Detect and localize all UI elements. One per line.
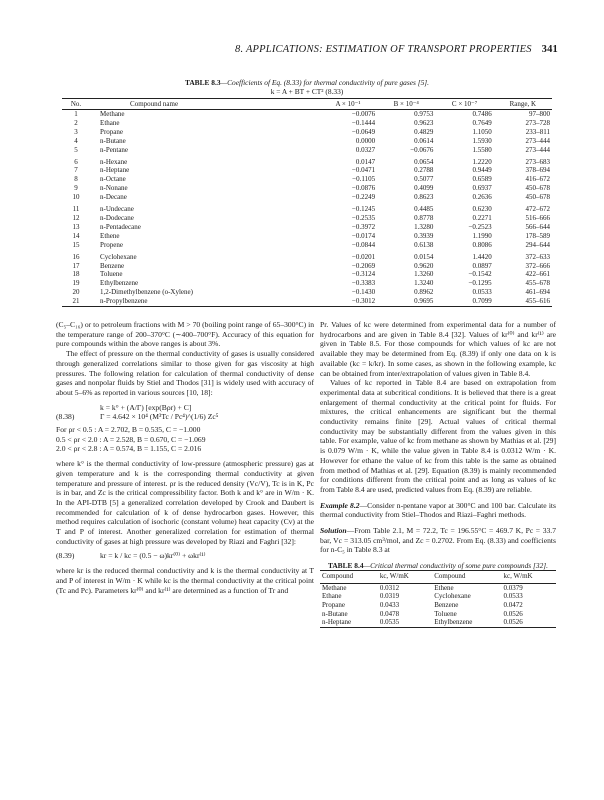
solution-label: Solution — [320, 526, 347, 536]
equation-condition: 2.0 < ρr < 2.8 : A = 0.574, B = 1.155, C = 2.016 — [56, 444, 202, 454]
equation-condition: For ρr < 0.5 : A = 2.702, B = 0.535, C = −1.000 — [56, 425, 201, 435]
column-header: Compound — [320, 571, 378, 584]
table-cell: −0.0649 — [351, 127, 376, 136]
table-cell: 0.9695 — [377, 297, 435, 306]
table-cell: 1.5580 — [472, 145, 492, 154]
table-cell: 1,2-Dimethylbenzene (o-Xylene) — [100, 288, 193, 297]
table-cell: −0.2249 — [351, 193, 376, 202]
table-cell: 1.1050 — [472, 127, 492, 136]
column-header: B × 10⁻⁴ — [377, 99, 435, 110]
table-cell: Toluene — [100, 270, 123, 279]
table-cell: −0.0844 — [351, 240, 376, 249]
left-column — [56, 320, 314, 595]
paragraph: The effect of pressure on the thermal conductivity of gases is usually considered through generalized correlations similar to those given for gas viscosity at high pressures. The following relation for calculation of thermal conductivity of dense gases and nonpolar fluids by Stiel and Thodos [31] is widely used with accuracy of about 5–6% as reported in various sources [10, 18]: — [56, 349, 314, 397]
table-cell: n-Butane — [322, 609, 348, 618]
table-row — [62, 155, 552, 167]
table-cell: 0.0433 — [379, 601, 400, 610]
table-cell: 416–672 — [525, 175, 550, 184]
table-8-4-grid — [320, 570, 556, 628]
table-cell: 0.6230 — [472, 205, 492, 214]
table-cell: 0.0654 — [414, 157, 434, 166]
table-cell: 0.8778 — [414, 213, 434, 222]
table-cell: 0.3939 — [414, 231, 434, 240]
table-cell: 17 — [72, 261, 80, 270]
table-cell: 0.8962 — [414, 288, 434, 297]
column-header: No. — [62, 99, 90, 110]
table-cell: n-Octane — [100, 175, 126, 184]
table-row — [62, 223, 552, 232]
table-cell: 0.0472 — [503, 601, 523, 610]
table-cell: 0.7099 — [435, 297, 493, 306]
table-cell: 0.0533 — [472, 288, 492, 297]
table-cell: 13 — [72, 222, 80, 231]
table-cell: 0.0000 — [355, 136, 376, 145]
table-cell: Methane — [322, 583, 347, 592]
table-row — [62, 214, 552, 223]
column-header: kc, W/mK — [502, 571, 556, 584]
table-cell: 0.0526 — [502, 618, 556, 627]
table-cell: n-Heptane — [320, 618, 378, 627]
table-row — [62, 241, 552, 250]
table-cell: 450–678 — [525, 193, 550, 202]
table-cell: 422–661 — [525, 270, 550, 279]
table-cell: Toluene — [434, 609, 457, 618]
table-cell: Benzene — [434, 601, 459, 610]
table-cell: 273–683 — [525, 157, 550, 166]
table-cell: −0.0076 — [351, 110, 376, 118]
table-cell: 1 — [74, 110, 78, 118]
table-cell: 19 — [72, 279, 80, 288]
table-cell: 0.7649 — [472, 118, 492, 127]
example-text: —Consider n-pentane vapor at 300°C and 100 bar. Calculate its thermal conductivity from Stiel–Thodos and Riazi–Faghri methods. — [320, 500, 556, 520]
table-row — [62, 250, 552, 262]
table-cell: Propene — [100, 240, 123, 249]
table-row — [62, 288, 552, 297]
table-cell: −0.3972 — [351, 222, 376, 231]
table-cell: n-Propylbenzene — [90, 297, 319, 306]
solution-text: —From Table 2.1, M = 72.2, Tc = 196.55°C = 469.7 K, Pc = 33.7 bar, Vc = 313.05 cm³/mol, and Zc = 0.2702. From Eq. (8.33) and coefficients for n-C₅ in Table 8.3 at — [320, 526, 556, 555]
table-cell: −0.0676 — [410, 145, 434, 154]
table-cell: 0.4485 — [414, 205, 434, 214]
table-cell: −0.1430 — [351, 288, 376, 297]
table-cell: 1.3260 — [414, 270, 434, 279]
table-row — [62, 262, 552, 271]
table-cell: 14 — [72, 231, 80, 240]
solution — [320, 526, 556, 555]
table-cell: 1.3240 — [414, 279, 434, 288]
table-8-4-title: —Critical thermal conductivity of some pure compounds [32]. — [363, 561, 549, 571]
table-cell: −0.1105 — [352, 175, 376, 184]
table-cell: Ethylbenzene — [432, 618, 501, 627]
table-cell: n-Nonane — [100, 184, 128, 193]
table-cell: 0.2636 — [472, 193, 492, 202]
table-cell: Cyclohexane — [100, 252, 137, 261]
table-row — [62, 270, 552, 279]
table-8-3-label: TABLE 8.3 — [184, 78, 221, 87]
table-row — [62, 137, 552, 146]
table-row — [320, 610, 556, 619]
column-header: Compound — [432, 571, 501, 584]
table-cell: 566–644 — [525, 222, 550, 231]
table-cell: −0.0201 — [351, 252, 376, 261]
column-header: kc, W/mK — [378, 571, 432, 584]
table-cell: 1.3280 — [414, 222, 434, 231]
table-cell: 12 — [72, 213, 80, 222]
table-cell: 0.6589 — [472, 175, 492, 184]
table-cell: −0.3383 — [351, 279, 376, 288]
table-cell: 0.4099 — [414, 184, 434, 193]
table-cell: Benzene — [100, 261, 125, 270]
table-cell: 16 — [72, 252, 80, 261]
table-cell: 0.0327 — [355, 145, 376, 154]
page-number: 341 — [541, 44, 558, 55]
table-cell: 0.0897 — [472, 261, 492, 270]
equation-line: Γ = 4.642 × 10⁴ (M³Tc / Pc⁴)^(1/6) Zc⁵ — [100, 412, 219, 422]
table-cell: n-Undecane — [100, 205, 134, 214]
table-cell: 273–444 — [525, 136, 550, 145]
table-cell: 0.7486 — [472, 110, 492, 118]
table-cell: 294–644 — [525, 240, 550, 249]
paragraph: Pr. Values of kc were determined from experimental data for a number of hydrocarbons and are given in Table 8.4 [32]. Values of kr⁽⁰⁾ and kr⁽¹⁾ are given in Table 8.5. For those compounds for which values of kc are not available they may be determined from Eq. (8.39) if only one data on k is available (kc = k/kr). In some cases, as shown in the following example, kc can be obtained from inter/extrapolation of values given in Table 8.4. — [320, 320, 556, 378]
table-8-4-caption — [320, 561, 556, 570]
table-row — [62, 202, 552, 214]
table-cell: 9 — [74, 184, 78, 193]
equation-8-38 — [56, 403, 314, 455]
table-cell: Cyclohexane — [434, 592, 471, 601]
table-cell: 273–444 — [525, 145, 550, 154]
table-row — [62, 193, 552, 202]
table-cell: Ethylbenzene — [100, 279, 139, 288]
paragraph: Values of kc reported in Table 8.4 are based on extrapolation from experimental data at subcritical conditions. It is believed that there is a great enlargement of thermal conductivity at the critical point for fluids. For mixtures, the critical enhancements are significant but the thermal conductivity remains finite [29]. Actual values of critical thermal conductivity may be substantially different from the values given in this table. For example, value of kc from methane as shown by Mathias et al. [29] is 0.079 W/m · K, while the value given in Table 8.4 is 0.0312 W/m · K. However for ethane the value of kc from this table is the same as obtained from method of Mathias et al. [29]. Equation (8.39) is mainly recommended for conditions different from the critical point and as long as values of kc from Table 8.4 are used, predicted values from Eq. (8.39) are reliable. — [320, 378, 556, 494]
table-row — [62, 128, 552, 137]
table-row — [320, 592, 556, 601]
table-cell: 0.4829 — [414, 127, 434, 136]
table-cell: 0.6937 — [472, 184, 492, 193]
table-cell: 20 — [72, 288, 80, 297]
table-cell: 0.0478 — [379, 609, 400, 618]
table-row — [62, 146, 552, 155]
table-cell: 0.6138 — [414, 240, 434, 249]
table-cell: 450–678 — [525, 184, 550, 193]
table-cell: 1.1990 — [472, 231, 492, 240]
paragraph: (C₅–C₁₆) or to petroleum fractions with M > 70 (boiling point range of 65–300°C) in the temperature range of 200–370°C (∼400–700°F). Accuracy of this equation for pure compounds within the above ranges is about 3%. — [56, 320, 314, 349]
table-cell: 0.0312 — [379, 583, 400, 592]
table-cell: 0.8623 — [414, 193, 434, 202]
table-cell: 1.2220 — [472, 157, 492, 166]
equation-condition: 0.5 < ρr < 2.0 : A = 2.528, B = 0.670, C = −1.069 — [56, 434, 206, 444]
column-header: Range, K — [494, 99, 552, 110]
table-cell: Ethane — [322, 592, 342, 601]
table-cell: 0.9449 — [472, 166, 492, 175]
table-cell: 0.2271 — [472, 213, 492, 222]
table-cell: 372–666 — [525, 261, 550, 270]
table-cell: 8 — [74, 175, 78, 184]
table-cell: −0.0876 — [351, 184, 376, 193]
table-cell: n-Decane — [100, 193, 127, 202]
table-cell: 455–678 — [525, 279, 550, 288]
table-cell: 0.9623 — [414, 118, 434, 127]
table-cell: 0.0535 — [378, 618, 432, 627]
table-cell: −0.0471 — [351, 166, 376, 175]
table-8-4-label: TABLE 8.4 — [327, 561, 364, 571]
table-cell: 0.0154 — [414, 252, 434, 261]
table-cell: 5 — [74, 145, 78, 154]
table-row — [62, 110, 552, 119]
table-cell: −0.0174 — [351, 231, 376, 240]
table-cell: 178–589 — [525, 231, 550, 240]
table-cell: Propane — [100, 127, 123, 136]
equation-8-39 — [56, 551, 314, 561]
table-8-3-grid — [62, 98, 552, 307]
table-cell: 10 — [72, 193, 80, 202]
table-cell: 455–616 — [494, 297, 552, 306]
table-cell: 11 — [72, 205, 80, 214]
table-row — [320, 618, 556, 627]
table-cell: 0.9620 — [414, 261, 434, 270]
table-cell: −0.3012 — [319, 297, 377, 306]
table-cell: Propane — [322, 601, 345, 610]
table-8-3-caption — [62, 78, 552, 87]
table-cell: 1.5930 — [472, 136, 492, 145]
table-cell: 2 — [74, 118, 78, 127]
table-cell: 7 — [74, 166, 78, 175]
table-row — [62, 279, 552, 288]
table-row — [62, 119, 552, 128]
table-cell: 0.0614 — [414, 136, 434, 145]
table-cell: 0.0533 — [503, 592, 523, 601]
table-cell: n-Dodecane — [100, 213, 134, 222]
table-cell: 0.2788 — [414, 166, 434, 175]
table-cell: 516–666 — [525, 213, 550, 222]
right-column — [320, 320, 556, 628]
example-label: Example 8.2 — [320, 500, 360, 510]
table-cell: 0.0147 — [355, 157, 376, 166]
table-cell: 1.4420 — [472, 252, 492, 261]
table-cell: 0.9753 — [414, 110, 434, 118]
table-cell: n-Pentadecane — [100, 222, 141, 231]
table-cell: 21 — [62, 297, 90, 306]
table-cell: n-Hexane — [100, 157, 128, 166]
equation-line: kr = k / kc = (0.5 − ω)kr⁽⁰⁾ + ωkr⁽¹⁾ — [100, 551, 206, 561]
table-cell: 3 — [74, 127, 78, 136]
table-cell: −0.1295 — [468, 279, 492, 288]
table-cell: −0.2535 — [351, 213, 376, 222]
table-cell: n-Pentane — [100, 145, 129, 154]
table-cell: Ethene — [434, 583, 454, 592]
table-cell: 18 — [72, 270, 80, 279]
table-row — [62, 166, 552, 175]
table-cell: n-Heptane — [100, 166, 130, 175]
table-row — [62, 184, 552, 193]
table-cell: Ethane — [100, 118, 120, 127]
table-cell: Ethene — [100, 231, 120, 240]
table-cell: 4 — [74, 136, 78, 145]
table-cell: −0.1444 — [351, 118, 376, 127]
column-header: C × 10⁻⁷ — [435, 99, 493, 110]
table-cell: 378–694 — [525, 166, 550, 175]
running-title: 8. APPLICATIONS: ESTIMATION OF TRANSPORT PROPERTIES — [235, 44, 532, 55]
table-cell: 0.0379 — [503, 583, 523, 592]
table-cell: 472–672 — [525, 205, 550, 214]
table-cell: 0.0319 — [379, 592, 400, 601]
paragraph: where k° is the thermal conductivity of low-pressure (atmospheric pressure) gas at given temperature and k is the corresponding thermal conductivity at given temperature and pressure of interest. ρr is the reduced density (Vc/V), Tc is in K, Pc is in bar, and Zc is the critical compressibility factor. Both k and k° are in W/m · K. In the API-DTB [5] a generalized correlation developed by Crook and Daubert is recommended for calculation of k of dense hydrocarbon gases. However, this method requires calculation of isochoric (constant volume) heat capacity (Cv) at the T and P of interest. Another generalized correlation for estimation of thermal conductivity of gases at high pressure was developed by Riazi and Faghri [32]: — [56, 459, 314, 546]
table-8-4 — [320, 561, 556, 628]
table-cell: 0.5077 — [414, 175, 434, 184]
paragraph: where kr is the reduced thermal conductivity and k is the thermal conductivity at T and P of interest in W/m · K while kc is the thermal conductivity at the critical point (Tc and Pc). Parameters kr⁽⁰⁾ and kr⁽¹⁾ are determined as a function of Tr and — [56, 566, 314, 595]
table-8-3 — [62, 78, 552, 307]
table-cell: −0.1245 — [351, 205, 376, 214]
table-row — [62, 232, 552, 241]
table-cell: −0.2069 — [351, 261, 376, 270]
table-cell: 372–633 — [525, 252, 550, 261]
table-cell: Methane — [100, 110, 125, 118]
table-cell: −0.1542 — [468, 270, 492, 279]
equation-line: k = k° + (A/Γ) [exp(Bρr) + C] — [100, 402, 192, 412]
table-cell: 15 — [72, 240, 80, 249]
table-cell: 97–800 — [529, 110, 550, 118]
example-8-2 — [320, 501, 556, 520]
table-row — [62, 297, 552, 306]
table-cell: −0.2523 — [468, 222, 492, 231]
table-row — [62, 175, 552, 184]
running-header — [235, 44, 558, 55]
table-8-3-title: —Coefficients of Eq. (8.33) for thermal conductivity of pure gases [5]. — [220, 78, 430, 87]
table-row — [320, 601, 556, 610]
equation-number: (8.38) — [56, 412, 75, 422]
table-cell: 0.8086 — [472, 240, 492, 249]
equation-number: (8.39) — [56, 551, 75, 561]
table-cell: 0.0526 — [503, 609, 523, 618]
column-header: Compound name — [90, 99, 319, 110]
table-cell: −0.3124 — [351, 270, 376, 279]
table-cell: 273–728 — [525, 118, 550, 127]
table-cell: n-Butane — [100, 136, 126, 145]
column-header: A × 10⁻¹ — [319, 99, 377, 110]
table-row — [320, 583, 556, 592]
table-cell: 6 — [74, 157, 78, 166]
table-cell: 461–694 — [525, 288, 550, 297]
table-cell: 233–811 — [525, 127, 550, 136]
table-8-3-equation: k = A + BT + CT² (8.33) — [270, 87, 344, 96]
